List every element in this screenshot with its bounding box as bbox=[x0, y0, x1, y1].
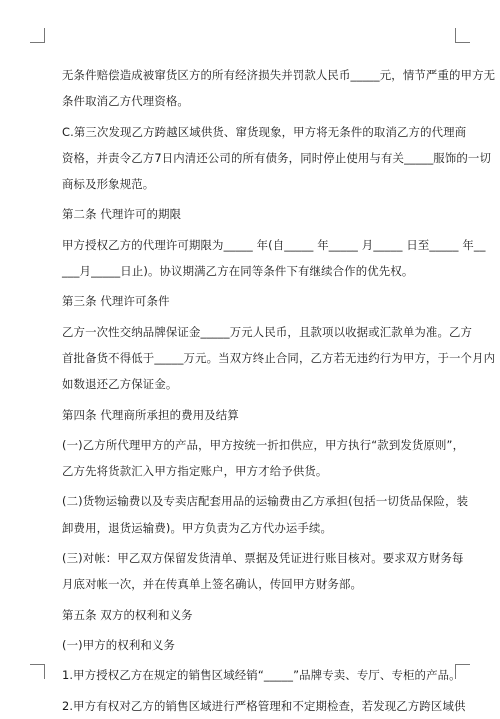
text-line: 乙方先将货款汇入甲方指定账户，甲方才给予供货。 bbox=[62, 464, 328, 479]
text-line: 1.甲方授权乙方在规定的销售区域经销“_____”品牌专卖、专厅、专柜的产品。 bbox=[62, 668, 461, 683]
text-line: 商标及形象规范。 bbox=[62, 177, 155, 192]
text-line: 2.甲方有权对乙方的销售区域进行严格管理和不定期检查，若发现乙方跨区域供 bbox=[62, 698, 466, 713]
text-line: (三)对帐：甲乙双方保留发货清单、票据及凭证进行账目核对。要求双方财务每 bbox=[62, 551, 464, 566]
text-line: C.第三次发现乙方跨越区域供货、窜货现象，甲方将无条件的取消乙方的代理商 bbox=[62, 124, 467, 139]
document-body bbox=[62, 62, 496, 719]
crop-mark-top-right bbox=[455, 28, 470, 43]
crop-mark-top-left bbox=[30, 28, 45, 43]
text-line: 甲方授权乙方的代理许可期限为_____ 年(自_____ 年_____ 月_____ 日至_____ 年__ bbox=[62, 237, 486, 252]
text-line: (一)甲方的权利和义务 bbox=[62, 637, 176, 652]
text-line: (一)乙方所代理甲方的产品，甲方按统一折扣供应，甲方执行“款到发货原则”， bbox=[62, 437, 465, 452]
text-line: 第三条 代理许可条件 bbox=[62, 294, 170, 309]
crop-mark-bottom-left bbox=[30, 664, 45, 679]
text-line: 月底对帐一次，并在传真单上签名确认，传回甲方财务部。 bbox=[62, 577, 363, 592]
text-line: 乙方一次性交纳品牌保证金_____万元人民币，且款项以收据或汇款单为准。乙方 bbox=[62, 324, 473, 339]
text-line: 条件取消乙方代理资格。 bbox=[62, 94, 189, 109]
text-line: 第二条 代理许可的期限 bbox=[62, 207, 182, 222]
text-line: 资格，并责令乙方7日内清还公司的所有债务，同时停止使用与有关_____服饰的一切 bbox=[62, 150, 492, 165]
text-line: 首批备货不得低于_____万元。当双方终止合同，乙方若无违约行为甲方，于一个月内 bbox=[62, 350, 496, 365]
text-line: 如数退还乙方保证金。 bbox=[62, 377, 178, 392]
text-line: (二)货物运输费以及专卖店配套用品的运输费由乙方承担(包括一切货品保险，装 bbox=[62, 494, 469, 509]
text-line: ___月_____日止)。协议期满乙方在同等条件下有继续合作的优先权。 bbox=[62, 264, 414, 279]
text-line: 无条件赔偿造成被窜货区方的所有经济损失并罚款人民币_____元，情节严重的甲方无 bbox=[62, 68, 496, 82]
text-line: 第五条 双方的权利和义务 bbox=[62, 607, 193, 622]
text-line: 卸费用，退货运输费)。甲方负责为乙方代办运手续。 bbox=[62, 520, 333, 535]
text-line: 第四条 代理商所承担的费用及结算 bbox=[62, 407, 239, 422]
